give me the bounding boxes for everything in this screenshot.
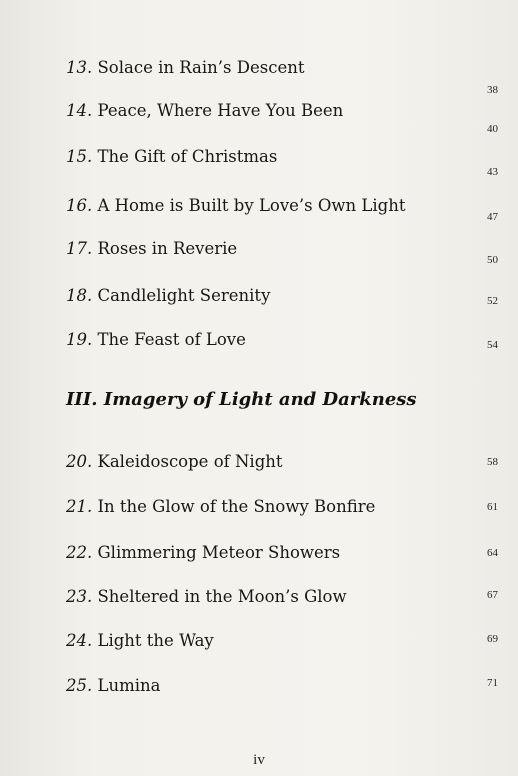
toc-entry-page: 43 [487,166,498,178]
toc-entry-title [66,674,160,698]
toc-entry-number: 19. [66,330,93,349]
toc-entry[interactable] [66,495,498,525]
toc-entry[interactable] [66,629,498,659]
toc-entry-number: 22. [66,543,93,562]
toc-entry[interactable] [66,450,498,480]
toc-entry[interactable] [66,237,498,267]
toc-entry-text: Candlelight Serenity [97,286,271,305]
toc-entry-title [66,194,405,218]
toc-entry-text: The Gift of Christmas [97,147,278,166]
toc-entry-text: Glimmering Meteor Showers [97,543,341,562]
toc-entry-title [66,328,246,352]
toc-entry-title [66,99,343,123]
toc-entry-page: 52 [487,295,498,307]
toc-entry-title [66,541,340,565]
toc-entry-text: Peace, Where Have You Been [97,101,344,120]
toc-entry-page: 58 [487,456,498,468]
toc-entry-title [66,145,277,169]
toc-entry-text: Sheltered in the Moon’s Glow [97,587,347,606]
toc-entry[interactable] [66,674,498,704]
toc-entry-page: 50 [487,254,498,266]
toc-entry-number: 15. [66,147,93,166]
toc-entry-text: A Home is Built by Love’s Own Light [97,196,406,215]
toc-entry[interactable] [66,99,498,135]
toc-entry-number: 25. [66,676,93,695]
toc-entry-title [66,450,283,474]
toc-entry-text: Kaleidoscope of Night [97,452,283,471]
toc-entry-page: 69 [487,633,498,645]
toc-entry-title [66,585,347,609]
toc-entry[interactable] [66,284,498,314]
toc-entry-number: 13. [66,58,93,77]
toc-entry-text: In the Glow of the Snowy Bonfire [97,497,376,516]
toc-entry-number: 16. [66,196,93,215]
page-folio: iv [253,752,265,768]
toc-entry-number: 23. [66,587,93,606]
toc-entry-text: Light the Way [97,631,214,650]
toc-entry[interactable] [66,194,498,224]
toc-entry-page: 47 [487,211,498,223]
toc-entry-number: 20. [66,452,93,471]
toc-entry-number: 18. [66,286,93,305]
toc-entry-number: 21. [66,497,93,516]
toc-entry-text: The Feast of Love [97,330,246,349]
toc-entry-page: 64 [487,547,498,559]
toc-entry-text: Solace in Rain’s Descent [97,58,305,77]
toc-entry-number: 17. [66,239,93,258]
toc-entry[interactable] [66,145,498,178]
toc-entry-page: 38 [487,84,498,96]
toc-entry-text: Roses in Reverie [97,239,238,258]
toc-entry-number: 24. [66,631,93,650]
toc-entry[interactable] [66,585,498,615]
toc-entry-title [66,495,375,519]
toc-entry[interactable] [66,56,498,96]
toc-entry-page: 67 [487,589,498,601]
toc-entry-text: Lumina [97,676,161,695]
toc-entry-page: 71 [487,677,498,689]
toc-entry-page: 61 [487,501,498,513]
toc-entry-page: 54 [487,339,498,351]
toc-entry-page: 40 [487,123,498,135]
toc-entry-title [66,237,237,261]
toc-entry-title [66,284,270,308]
toc-entry[interactable] [66,328,498,358]
toc-entry-title [66,56,304,80]
toc-entry-number: 14. [66,101,93,120]
toc-entry[interactable] [66,541,498,571]
section-heading: III. Imagery of Light and Darkness [66,389,417,410]
toc-entry-title [66,629,214,653]
